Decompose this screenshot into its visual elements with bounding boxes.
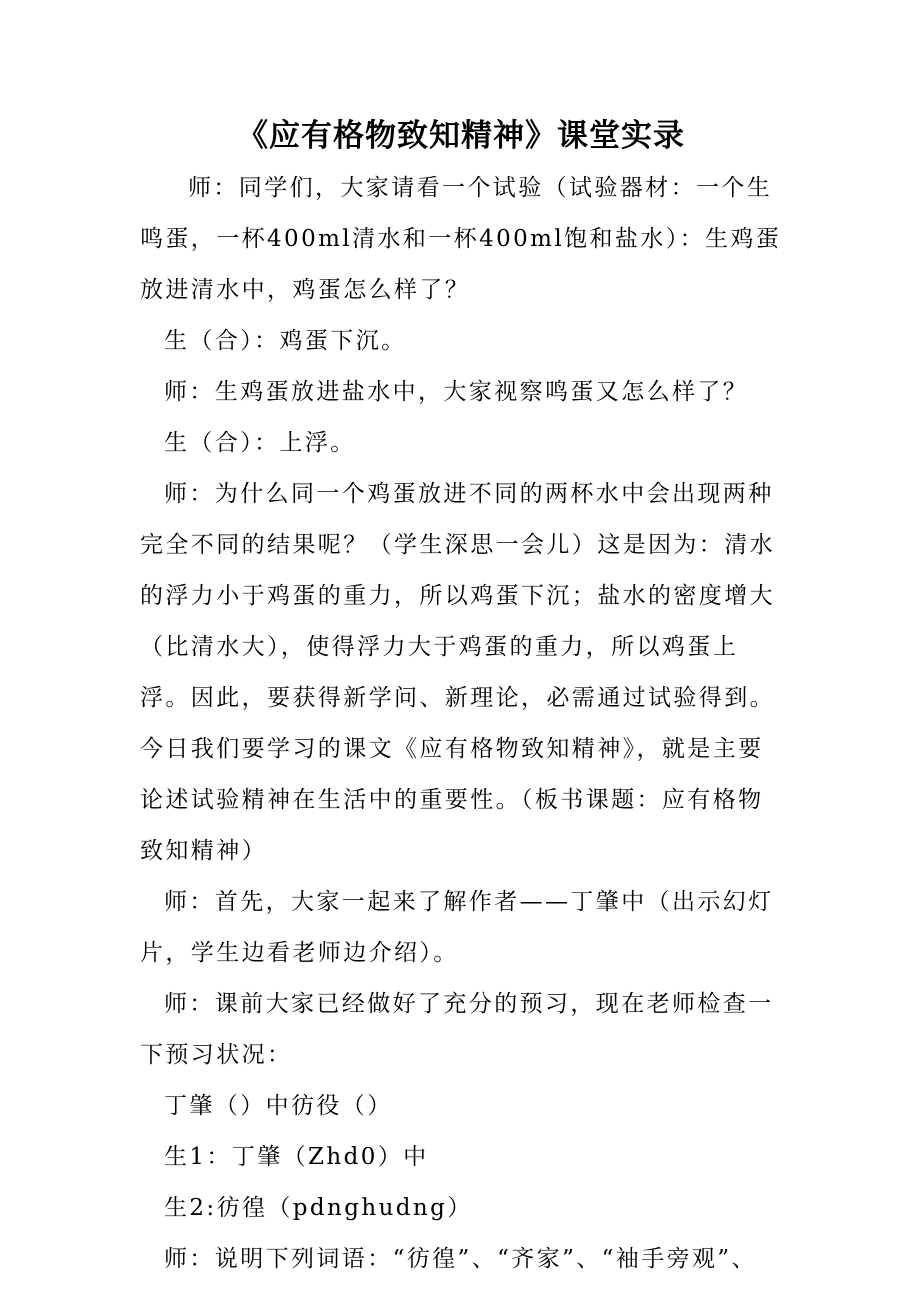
paragraph-intro-experiment: 师：同学们，大家请看一个试验（试验器材：一个生鸣蛋，一杯400ml清水和一杯400ml饱和盐水）：生鸡蛋放进清水中，鸡蛋怎么样了？ [140, 175, 782, 303]
paragraph-pinyin-prompt: 丁肇（）中彷役（） [164, 1093, 393, 1119]
paragraph-teacher-question-2: 师：生鸡蛋放进盐水中，大家视察鸣蛋又怎么样了？ [164, 379, 749, 405]
paragraph-student-2-answer: 生2:彷徨（pdnghudng） [164, 1195, 473, 1221]
paragraph-student-1-answer: 生1：丁肇（Zhd0）中 [164, 1144, 429, 1170]
document-title: 《应有格物致知精神》课堂实录 [237, 118, 685, 154]
paragraph-teacher-explanation: 师：为什么同一个鸡蛋放进不同的两杯水中会出现两种完全不同的结果呢？（学生深思一会儿）这是因为：清水的浮力小于鸡蛋的重力，所以鸡蛋下沉；盐水的密度增大（比清水大），使得浮力大于鸡蛋的重力，所以鸡蛋上浮。因此，要获得新学问、新理论，必需通过试验得到。今日我们要学习的课文《应有格物致知精神》，就是主要论述试验精神在生活中的重要性。（板书课题：应有格物致知精神） [140, 481, 775, 864]
paragraph-author-intro: 师：首先，大家一起来了解作者——丁肇中（出示幻灯片，学生边看老师边介绍）。 [140, 889, 774, 966]
paragraph-student-answer-1: 生（合）：鸡蛋下沉。 [164, 328, 407, 354]
paragraph-preview-check: 师：课前大家已经做好了充分的预习，现在老师检查一下预习状况： [140, 991, 774, 1068]
paragraph-vocabulary-question: 师：说明下列词语：“彷徨”、“齐家”、“袖手旁观”、 [164, 1246, 757, 1272]
paragraph-student-answer-2: 生（合）：上浮。 [164, 430, 356, 456]
